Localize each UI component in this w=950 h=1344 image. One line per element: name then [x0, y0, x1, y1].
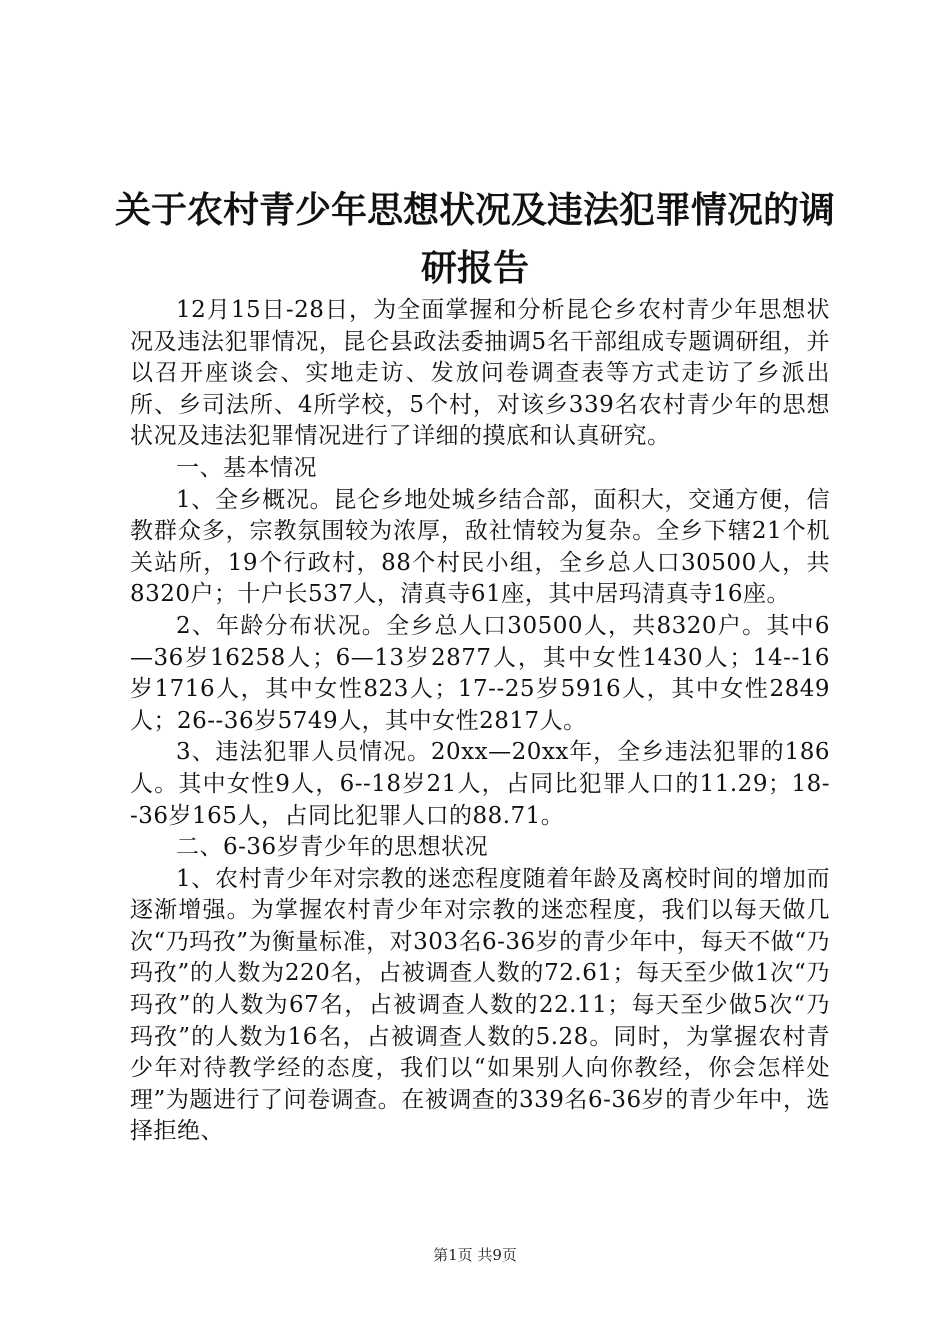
paragraph-age-distribution: 2、年龄分布状况。全乡总人口30500人，共8320户。其中6—36岁16258人；6—13岁2877人，其中女性1430人；14--16岁1716人，其中女性823人；17--25岁5916人，其中女性2849人；26--36岁5749人，其中女性2817人。 [130, 612, 830, 734]
document-title-line-2: 研报告 [420, 247, 529, 289]
section-heading-youth-thought: 二、6-36岁青少年的思想状况 [176, 834, 489, 861]
page-footer: 第1页 共9页 [433, 1246, 517, 1264]
document-body [130, 295, 830, 1148]
paragraph-township-overview: 1、全乡概况。昆仑乡地处城乡结合部，面积大，交通方便，信教群众多，宗教氛围较为浓厚，敌社情较为复杂。全乡下辖21个机关站所，19个行政村，88个村民小组，全乡总人口30500人，共8320户；十户长537人，清真寺61座，其中居玛清真寺16座。 [130, 486, 830, 608]
paragraph-religious-attachment: 1、农村青少年对宗教的迷恋程度随着年龄及离校时间的增加而逐渐增强。为掌握农村青少年对宗教的迷恋程度，我们以每天做几次“乃玛孜”为衡量标准，对303名6-36岁的青少年中，每天不做“乃玛孜”的人数为220名，占被调查人数的72.61；每天至少做1次“乃玛孜”的人数为67名，占被调查人数的22.11；每天至少做5次“乃玛孜”的人数为16名，占被调查人数的5.28。同时，为掌握农村青少年对待教学经的态度，我们以“如果别人向你教经，你会怎样处理”为题进行了问卷调查。在被调查的339名6-36岁的青少年中，选择拒绝、 [130, 865, 830, 1145]
paragraph-offender-situation: 3、违法犯罪人员情况。20xx—20xx年，全乡违法犯罪的186人。其中女性9人，6--18岁21人，占同比犯罪人口的11.29；18--36岁165人，占同比犯罪人口的88.71。 [130, 739, 830, 829]
section-heading-basic-situation: 一、基本情况 [176, 454, 317, 481]
document-title-line-1: 关于农村青少年思想状况及违法犯罪情况的调 [114, 189, 835, 231]
paragraph-intro: 12月15日-28日，为全面掌握和分析昆仑乡农村青少年思想状况及违法犯罪情况，昆仑县政法委抽调5名干部组成专题调研组，并以召开座谈会、实地走访、发放问卷调查表等方式走访了乡派出所、乡司法所、4所学校，5个村，对该乡339名农村青少年的思想状况及违法犯罪情况进行了详细的摸底和认真研究。 [130, 297, 830, 450]
